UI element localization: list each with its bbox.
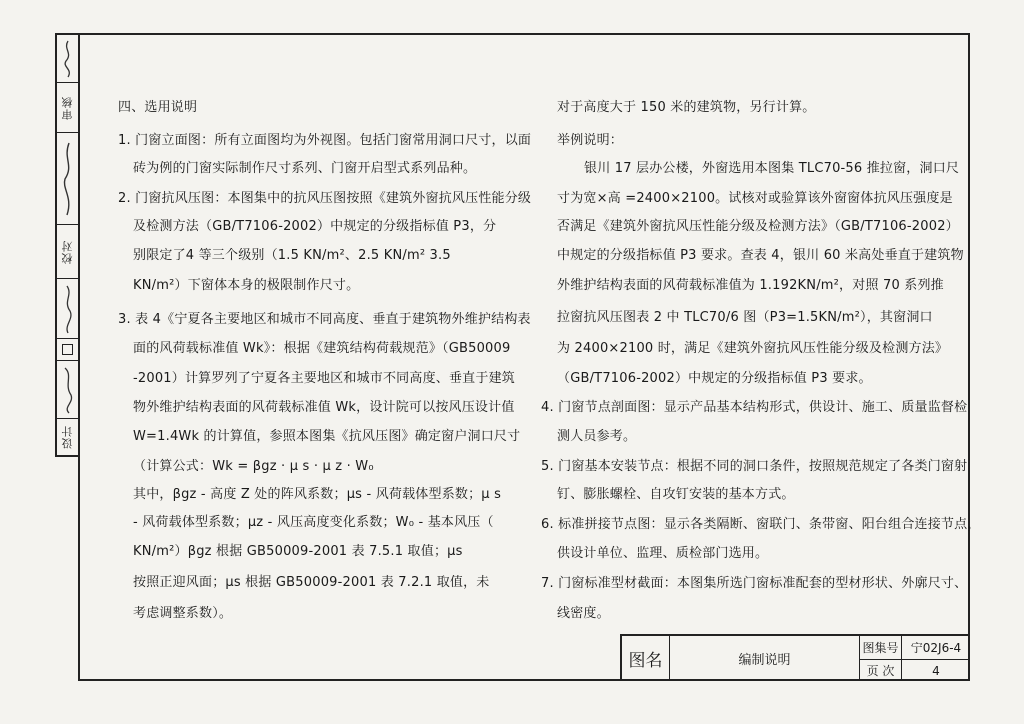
text-line: 及检测方法（GB/T7106-2002）中规定的分级指标值 P3，分 bbox=[133, 219, 497, 234]
text-line: KN/m²）下窗体本身的极限制作尺寸。 bbox=[133, 278, 360, 293]
text-line: 2. 门窗抗风压图：本图集中的抗风压图按照《建筑外窗抗风压性能分级 bbox=[118, 191, 532, 206]
text-line: （GB/T7106-2002）中规定的分级指标值 P3 要求。 bbox=[557, 371, 872, 386]
page-number: 4 bbox=[932, 663, 940, 678]
atlas-number: 宁02J6-4 bbox=[910, 641, 962, 655]
text-line: 7. 门窗标准型材截面：本图集所选门窗标准配套的型材形状、外廓尺寸、 bbox=[541, 576, 968, 591]
text-line: 为 2400×2100 时，满足《建筑外窗抗风压性能分级及检测方法》 bbox=[557, 341, 949, 356]
text-line: 按照正迎风面；μs 根据 GB50009-2001 表 7.2.1 取值，未 bbox=[133, 575, 490, 590]
strip-label-review-text: 审核 bbox=[60, 95, 74, 120]
text-line: 6. 标准拼接节点图：显示各类隔断、窗联门、条带窗、阳台组合连接节点， bbox=[541, 517, 981, 532]
text-line: 否满足《建筑外窗抗风压性能分级及检测方法》（GB/T7106-2002） bbox=[557, 219, 959, 234]
design-signature bbox=[57, 361, 78, 419]
formula-line: （计算公式：Wk = βgz · μ s · μ z · W₀ bbox=[133, 459, 374, 474]
text-line: 中规定的分级指标值 P3 要求。查表 4，银川 60 米高处垂直于建筑物 bbox=[557, 248, 964, 263]
title-block bbox=[620, 634, 970, 681]
strip-label-check-text: 校对 bbox=[60, 239, 74, 264]
text-line: 5. 门窗基本安装节点：根据不同的洞口条件，按照规范规定了各类门窗射 bbox=[541, 459, 968, 474]
text-line: W=1.4Wk 的计算值，参照本图集《抗风压图》确定窗户洞口尺寸 bbox=[133, 429, 521, 444]
text-line: 1. 门窗立面图：所有立面图均为外视图。包括门窗常用洞口尺寸，以面 bbox=[118, 133, 532, 148]
strip-label-check bbox=[57, 225, 78, 279]
text-line: 3. 表 4《宁夏各主要地区和城市不同高度、垂直于建筑物外维护结构表 bbox=[118, 312, 531, 327]
text-line: 别限定了4 等三个级别（1.5 KN/m²、2.5 KN/m² 3.5 bbox=[133, 248, 451, 263]
strip-label-design bbox=[57, 419, 78, 455]
text-line: 银川 17 层办公楼，外窗选用本图集 TLC70-56 推拉窗，洞口尺 bbox=[584, 161, 960, 176]
text-line: 砖为例的门窗实际制作尺寸系列、门窗开启型式系列品种。 bbox=[133, 161, 477, 176]
text-line: 物外维护结构表面的风荷载标准值 Wk，设计院可以按风压设计值 bbox=[133, 400, 515, 415]
review-signature bbox=[57, 133, 78, 225]
title-label: 图名 bbox=[622, 636, 670, 681]
strip-label-design-text: 设计 bbox=[60, 425, 74, 449]
text-line: -2001）计算罗列了宁夏各主要地区和城市不同高度、垂直于建筑 bbox=[133, 371, 515, 386]
check-signature bbox=[57, 279, 78, 339]
plan-review-signature bbox=[57, 35, 78, 83]
text-line: 拉窗抗风压图表 2 中 TLC70/6 图（P3=1.5KN/m²），其窗洞口 bbox=[557, 310, 933, 325]
text-line: 4. 门窗节点剖面图：显示产品基本结构形式，供设计、施工、质量监督检 bbox=[541, 400, 968, 415]
text-line: 对于高度大于 150 米的建筑物，另行计算。 bbox=[557, 100, 816, 115]
text-line: 其中，βgz - 高度 Z 处的阵风系数；μs - 风荷载体型系数；μ s bbox=[133, 487, 502, 502]
signature-strip bbox=[55, 33, 78, 457]
strip-seal bbox=[57, 339, 78, 361]
text-line: 供设计单位、监理、质检部门选用。 bbox=[557, 546, 769, 561]
text-line: - 风荷载体型系数；μz - 风压高度变化系数；W₀ - 基本风压（ bbox=[133, 515, 494, 530]
drawing-title: 编制说明 bbox=[670, 636, 860, 681]
text-line: 线密度。 bbox=[557, 606, 610, 621]
atlas-number-label: 图集号 bbox=[860, 636, 902, 659]
text-line: 钉、膨胀螺栓、自攻钉安装的基本方式。 bbox=[557, 487, 795, 502]
strip-label-review bbox=[57, 83, 78, 133]
text-line: 寸为宽×高 =2400×2100。试核对或验算该外窗窗体抗风压强度是 bbox=[557, 191, 953, 206]
page-label: 页 次 bbox=[860, 660, 902, 681]
text-line: 测人员参考。 bbox=[557, 429, 637, 444]
text-line: 外维护结构表面的风荷载标准值为 1.192KN/m²，对照 70 系列推 bbox=[557, 278, 944, 293]
section-heading: 四、选用说明 bbox=[118, 100, 198, 115]
text-line: 考虑调整系数）。 bbox=[133, 606, 233, 621]
example-heading: 举例说明： bbox=[557, 133, 624, 148]
text-line: 面的风荷载标准值 Wk》：根据《建筑结构荷载规范》（GB50009 bbox=[133, 341, 511, 356]
text-line: KN/m²）βgz 根据 GB50009-2001 表 7.5.1 取值；μs bbox=[133, 544, 463, 559]
